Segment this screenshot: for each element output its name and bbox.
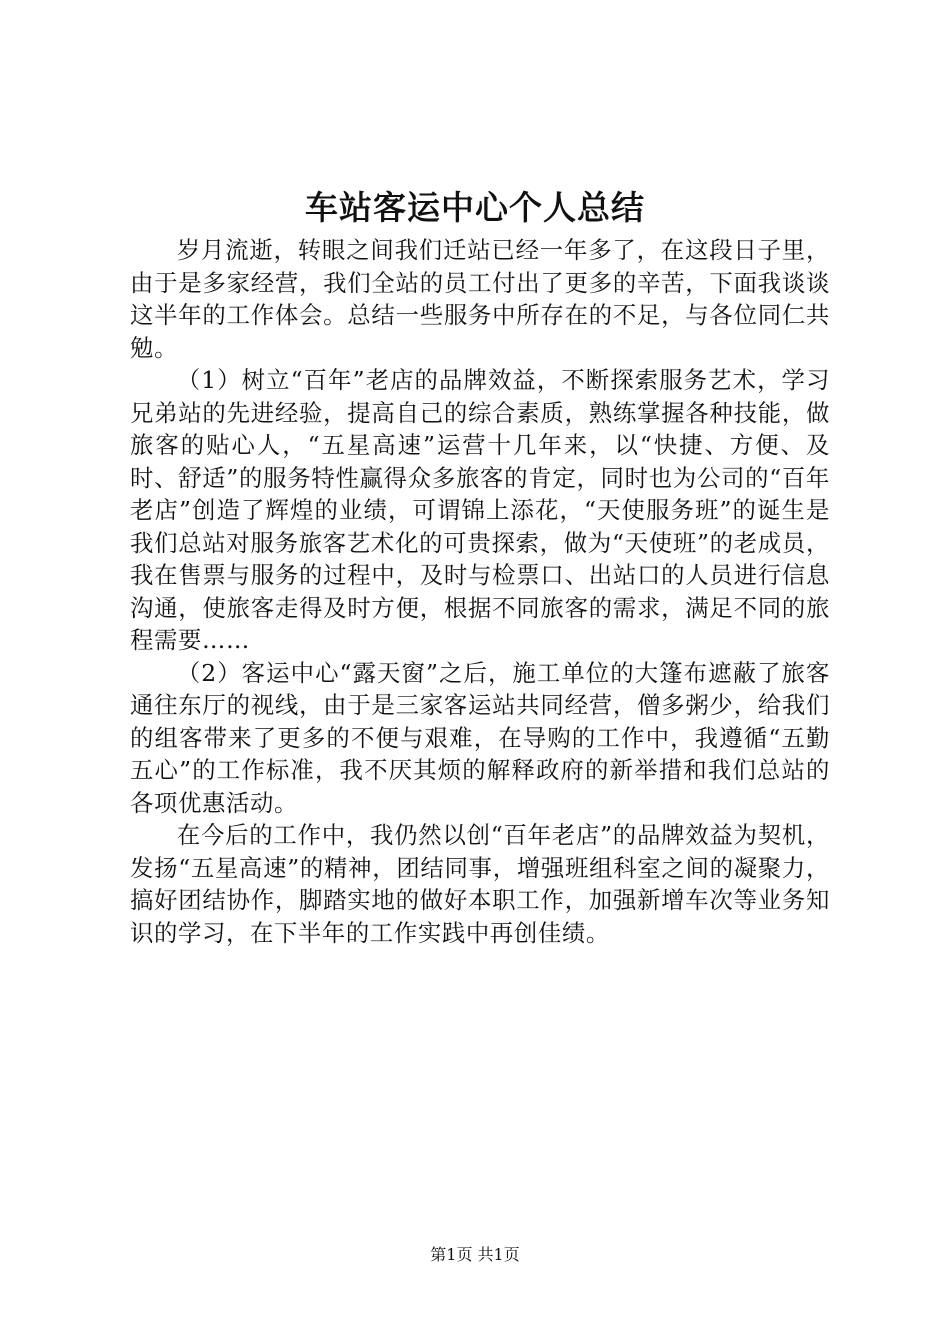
body-paragraph-1: （1）树立“百年”老店的品牌效益，不断探索服务艺术，学习兄弟站的先进经验，提高自己的综合素质，熟练掌握各种技能，做旅客的贴心人，“五星高速”运营十几年来，以“快捷、方便、及时、舒适”的服务特性赢得众多旅客的肯定，同时也为公司的“百年老店”创造了辉煌的业绩，可谓锦上添花，“天使服务班”的诞生是我们总站对服务旅客艺术化的可贵探索，做为“天使班”的老成员，我在售票与服务的过程中，及时与检票口、出站口的人员进行信息沟通，使旅客走得及时方便，根据不同旅客的需求，满足不同的旅程需要…… xyxy=(130,366,830,654)
body-paragraph-2: （2）客运中心“露天窗”之后，施工单位的大篷布遮蔽了旅客通往东厅的视线，由于是三家客运站共同经营，僧多粥少，给我们的组客带来了更多的不便与艰难，在导购的工作中，我遵循“五勤五心”的工作标准，我不厌其烦的解释政府的新举措和我们总站的各项优惠活动。 xyxy=(130,658,830,817)
page-footer: 第1页 共1页 xyxy=(430,1245,520,1264)
document-body xyxy=(130,234,830,949)
body-paragraph-conclusion: 在今后的工作中，我仍然以创“百年老店”的品牌效益为契机，发扬“五星高速”的精神，团结同事，增强班组科室之间的凝聚力，搞好团结协作，脚踏实地的做好本职工作，加强新增车次等业务知识的学习，在下半年的工作实践中再创佳绩。 xyxy=(130,821,830,947)
body-paragraph-intro: 岁月流逝，转眼之间我们迁站已经一年多了，在这段日子里，由于是多家经营，我们全站的员工付出了更多的辛苦，下面我谈谈这半年的工作体会。总结一些服务中所存在的不足，与各位同仁共勉。 xyxy=(130,236,830,362)
document-title: 车站客运中心个人总结 xyxy=(305,188,645,227)
